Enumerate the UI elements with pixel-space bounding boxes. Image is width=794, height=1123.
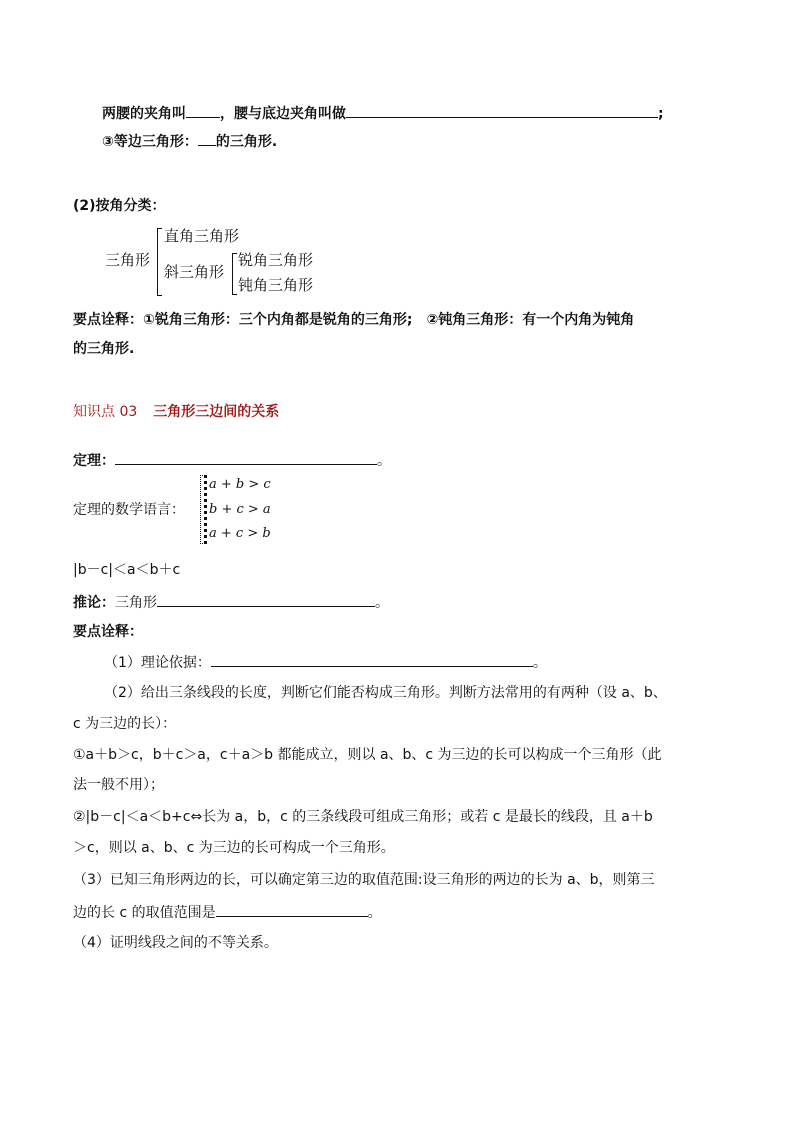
inequality-2: b + c > a bbox=[209, 502, 271, 517]
angle-classification-heading: (2)按角分类： bbox=[73, 198, 166, 214]
method2-line2: ＞c，则以 a、b、c 为三边的长可构成一个三角形。 bbox=[73, 840, 395, 856]
theorem-end: 。 bbox=[377, 453, 391, 469]
corollary-label: 推论： bbox=[73, 595, 115, 611]
corollary-blank[interactable] bbox=[157, 592, 375, 607]
base-angle-prefix: ，腰与底边夹角叫做 bbox=[220, 106, 346, 122]
knowledge-point-title: 三角形三边间的关系 bbox=[153, 404, 280, 420]
tree-obtuse-triangle: 钝角三角形 bbox=[238, 276, 314, 294]
method-intro-line2: c 为三边的长）： bbox=[73, 716, 177, 732]
equilateral-suffix: 的三角形. bbox=[215, 134, 278, 150]
method1-line1: ①a＋b＞c，b＋c＞a，c＋a＞b 都能成立，则以 a、b、c 为三边的长可以构成一个三角形（此 bbox=[73, 747, 662, 763]
theory-basis-line bbox=[104, 652, 547, 673]
range-line2 bbox=[73, 902, 382, 923]
note1-line1 bbox=[73, 310, 634, 330]
equilateral-blank[interactable] bbox=[198, 131, 216, 146]
theory-basis-blank[interactable] bbox=[211, 652, 533, 667]
theory-basis-label: （1）理论依据： bbox=[104, 655, 211, 671]
theorem-blank[interactable] bbox=[115, 450, 377, 465]
corollary-text: 三角形 bbox=[115, 595, 157, 611]
absolute-inequality: |b－c|＜a＜b＋c bbox=[73, 562, 181, 578]
inequality-3: a + c > b bbox=[209, 526, 271, 541]
tree-right-triangle: 直角三角形 bbox=[164, 227, 240, 245]
tree-root: 三角形 bbox=[105, 251, 151, 269]
note1-line2: 的三角形. bbox=[73, 341, 135, 357]
method2-line1: ②|b－c|＜a＜b+c⇔长为 a，b，c 的三条线段可组成三角形；或若 c 是最长的线段，且 a＋b bbox=[73, 809, 653, 825]
theorem-label: 定理： bbox=[73, 453, 115, 469]
corollary-line bbox=[73, 592, 389, 613]
inner-brace bbox=[232, 253, 237, 295]
vertex-angle-blank[interactable] bbox=[186, 103, 220, 118]
knowledge-point-number: 知识点 03 bbox=[73, 404, 138, 420]
vertex-angle-prefix: 两腰的夹角叫 bbox=[102, 106, 186, 122]
tree-oblique-triangle: 斜三角形 bbox=[164, 263, 225, 281]
tree-acute-triangle: 锐角三角形 bbox=[238, 251, 314, 269]
note2-label: 要点诠释： bbox=[73, 624, 143, 640]
method-intro-line1: （2）给出三条线段的长度，判断它们能否构成三角形。判断方法常用的有两种（设 a、b、 bbox=[104, 685, 667, 701]
isosceles-angles-line bbox=[102, 103, 664, 124]
corollary-end: 。 bbox=[375, 595, 389, 611]
range-end: 。 bbox=[367, 905, 382, 921]
inequality-proof-line: （4）证明线段之间的不等关系。 bbox=[73, 935, 278, 951]
system-brace bbox=[200, 475, 207, 544]
note1-text1: ①锐角三角形：三个内角都是锐角的三角形; ②钝角三角形：有一个内角为钝角 bbox=[143, 312, 635, 328]
range-blank[interactable] bbox=[216, 902, 368, 917]
knowledge-point-03-heading bbox=[73, 402, 279, 422]
note1-label: 要点诠释： bbox=[73, 312, 143, 328]
equilateral-line bbox=[102, 131, 277, 152]
outer-brace bbox=[157, 228, 162, 296]
theory-basis-end: 。 bbox=[532, 655, 547, 671]
base-angle-blank[interactable] bbox=[346, 103, 658, 118]
math-language-label: 定理的数学语言： bbox=[73, 502, 185, 518]
inequality-1: a + b > c bbox=[209, 477, 271, 492]
theorem-line bbox=[73, 450, 391, 471]
method1-line2: 法一般不用）； bbox=[73, 777, 164, 793]
range-line1: （3）已知三角形两边的长，可以确定第三边的取值范围:设三角形的两边的长为 a、b，则第三 bbox=[73, 872, 655, 888]
line1-end: ; bbox=[658, 106, 664, 122]
range-prefix: 边的长 c 的取值范围是 bbox=[73, 905, 216, 921]
equilateral-prefix: ③等边三角形： bbox=[102, 134, 198, 150]
